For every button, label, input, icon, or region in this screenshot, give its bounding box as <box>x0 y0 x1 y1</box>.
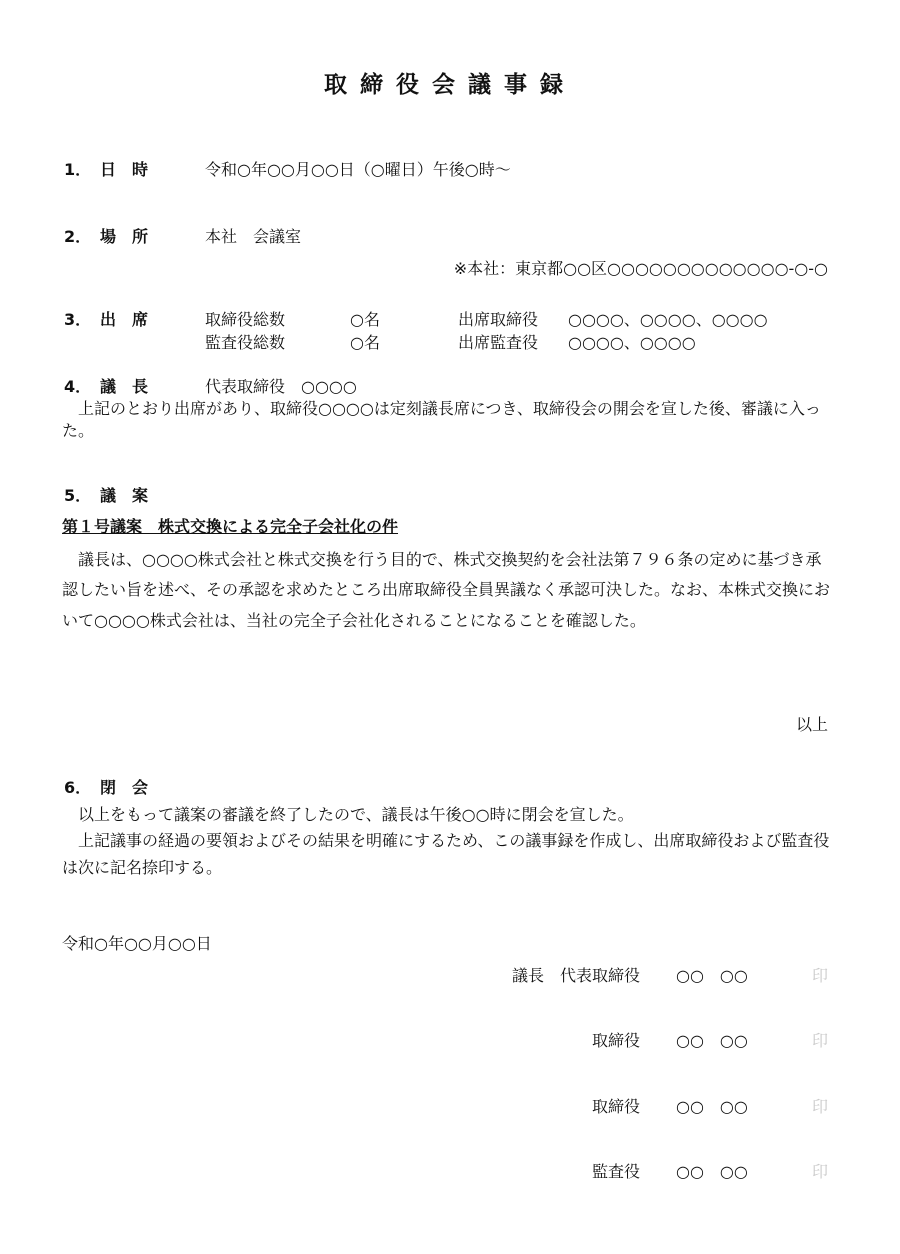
directors-total-label: 取締役総数 <box>205 310 286 329</box>
section-3-heading: 出 席 <box>100 310 149 329</box>
chairperson: 代表取締役 ○○○○ <box>205 377 357 396</box>
attending-auditors-names: ○○○○、○○○○ <box>568 333 696 352</box>
seal-mark-1: 印 <box>812 966 829 985</box>
signature-role-3: 取締役 <box>591 1097 640 1116</box>
section-6-number: 6． <box>64 778 92 797</box>
section-4-heading: 議 長 <box>100 377 149 396</box>
signature-name-2: ○○ ○○ <box>676 1031 748 1050</box>
attending-directors-names: ○○○○、○○○○、○○○○ <box>568 310 768 329</box>
meeting-place: 本社 会議室 <box>205 227 302 246</box>
signature-name-3: ○○ ○○ <box>676 1097 748 1116</box>
agenda-item-title: 第１号議案 株式交換による完全子会社化の件 <box>62 517 399 536</box>
section-1-number: 1． <box>64 160 92 179</box>
section-1-heading: 日 時 <box>100 160 149 179</box>
section-2-number: 2． <box>64 227 92 246</box>
section-6-heading: 閉 会 <box>100 778 149 797</box>
meeting-datetime: 令和○年○○月○○日（○曜日）午後○時～ <box>205 160 511 179</box>
end-mark: 以上 <box>795 715 828 734</box>
document-date: 令和○年○○月○○日 <box>62 934 212 953</box>
agenda-paragraph <box>62 545 832 636</box>
chair-paragraph <box>62 398 832 443</box>
section-4-number: 4． <box>64 377 92 396</box>
auditors-total-count: ○名 <box>350 333 380 352</box>
seal-mark-2: 印 <box>812 1031 829 1050</box>
section-5-heading: 議 案 <box>100 486 149 505</box>
signature-role-1: 議長 代表取締役 <box>511 966 640 985</box>
section-2-heading: 場 所 <box>100 227 149 246</box>
attending-auditors-label: 出席監査役 <box>458 333 539 352</box>
section-5-number: 5． <box>64 486 92 505</box>
signature-role-2: 取締役 <box>591 1031 640 1050</box>
closing-text-2: 上記議事の経過の要領およびその結果を明確にするため、この議事録を作成し、出席取締役および監査役は次に記名捺印する。 <box>62 831 830 877</box>
closing-paragraph <box>62 802 832 881</box>
signature-name-1: ○○ ○○ <box>676 966 748 985</box>
document-title: 取締役会議事録 <box>324 72 576 98</box>
seal-mark-4: 印 <box>812 1162 829 1181</box>
auditors-total-label: 監査役総数 <box>205 333 286 352</box>
section-3-number: 3． <box>64 310 92 329</box>
signature-name-4: ○○ ○○ <box>676 1162 748 1181</box>
agenda-text: 議長は、○○○○株式会社と株式交換を行う目的で、株式交換契約を会社法第７９６条の定めに基づき承認したい旨を述べ、その承認を求めたところ出席取締役全員異議なく承認可決した。なお、本株式交換において○○○○株式会社は、当社の完全子会社化されることになることを確認した。 <box>62 550 831 630</box>
attending-directors-label: 出席取締役 <box>458 310 539 329</box>
chair-text: 上記のとおり出席があり、取締役○○○○は定刻議長席につき、取締役会の開会を宣した後、審議に入った。 <box>62 399 821 441</box>
signature-role-4: 監査役 <box>591 1162 640 1181</box>
closing-text-1: 以上をもって議案の審議を終了したので、議長は午後○○時に閉会を宣した。 <box>78 805 634 824</box>
directors-total-count: ○名 <box>350 310 380 329</box>
seal-mark-3: 印 <box>812 1097 829 1116</box>
head-office-address: ※本社：東京都○○区○○○○○○○○○○○○○-○-○ <box>453 259 828 278</box>
